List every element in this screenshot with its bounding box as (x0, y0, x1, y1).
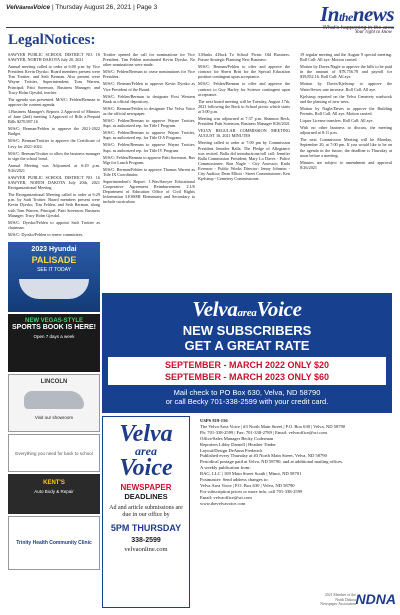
notice-paragraph: M/S/C: Fehlen/Berman to approve Wayne Trottier, Supt. as authorized rep. for Title I Program. (103, 118, 195, 129)
notice-paragraph: With no other business to discuss, the meeting adjourned at 8:11 p.m. (300, 125, 392, 136)
publication-info-line: USPS 819-156 (200, 418, 228, 423)
publication-info-line: Periodical postage paid at Velva, ND 58790, and at additional mailing offices. (200, 459, 344, 465)
sub-ad-price-band: SEPTEMBER - MARCH 2022 ONLY $20 SEPTEMBER - MARCH 2023 ONLY $60 (108, 357, 386, 385)
notice-paragraph: Superintendent's Report: 1.Was/Sawyer Educational Cooperative Agreement Reimbursement 2.US Department of Education Office of Civil Rights Information 3.ESSER Elementary and Secondary to include curriculum (103, 178, 195, 205)
legal-column-4 (300, 52, 392, 240)
clinic-ad[interactable]: Trinity Health Community Clinic (8, 516, 100, 570)
kents-ad[interactable]: KENT'S Auto Body & Repair (8, 474, 100, 514)
header-page: Page 3 (136, 4, 158, 11)
notice-paragraph: The Reorganizational Meeting called to order at 6:29 p.m. by Sadi Trottier. Board members present were Kevin Dyrsko, Tim Fehlen, and Seth Berman, along with Tom Warren, Principal; Patti Sorenson, Business Manager; Tracy Holm Gjesdal. (8, 192, 100, 218)
notice-paragraph: Trottier opened the call for nominations for Vice President. Tim Fehlen nominated Kevin Dyrsko. No other nominations were made. (103, 52, 195, 68)
header-paper-name: VelvaareaVoice (6, 4, 51, 11)
notice-paragraph: Meeting called to order at 7:00 pm by Commission President Jennifer Balla. The Pledge of Allegiance was recited. Balla did introductions/roll call: Jennifer Balla Commission President; Mary Lo Daves - Police Commissioner; Ron Nagle - City Assessor; Karla Evenson - Public Works Director; Jenny Johnson - City Auditor; Dean Elliott - Street Commissioner; Ken Kjelstrup - Cemetery Commissioner. (198, 140, 290, 182)
notice-paragraph: M/S/C: Berman/Fehlen to offer and approve the contract for Sherri Britt for the Special Education position contingent upon acceptance. (198, 64, 290, 80)
notice-paragraph: Annual meeting called to order at 6:00 p.m. by Vice President Kevin Dyrsko. Board members present were Tim Trottier, and Seth Berman. Also present were Wayne Trottier, Superintendent; Tom Warren, Principal; Patti Sorenson, Business Manager; and Tracy Holm Gjesdal, teacher. (8, 64, 100, 95)
notice-paragraph: Kjelstrup reported on the Velva Cemetery roadwork and the planting of new trees. (300, 93, 392, 104)
hyundai-ad[interactable]: 2023 Hyundai PALISADE SEE IT TODAY (8, 242, 100, 312)
car-image (19, 279, 89, 299)
publication-info-line: Published every Thursday at #3 North Main Street, Velva, ND 58790 (200, 453, 327, 459)
page-header: VelvaareaVoice | Thursday August 26, 2021 | Page 3 (6, 4, 158, 11)
velva-voice-logo: VelvaareaVoice (192, 297, 302, 321)
lincoln-ad[interactable]: LINCOLN Visit our showroom (8, 374, 100, 432)
notice-paragraph: The next Commission Meeting will be Monday, September 20, at 7:00 pm. If you would like to be on the agenda in the future, the deadline is Thursday at noon before a meeting. (300, 137, 392, 158)
legal-column-3 (198, 52, 290, 240)
publication-info-line: Reporters Libby Darnell | Heather Tinder (200, 441, 276, 447)
car-image (24, 391, 84, 409)
notice-paragraph: SAWYER PUBLIC SCHOOL DISTRICT NO. 16 SAWYER, NORTH DAKOTA July 20, 2021 (8, 52, 100, 63)
notice-paragraph: The next board meeting will be Tuesday, August 17th, 2021 following the Back to School picnic which starts at 5:00 p.m. (198, 98, 290, 114)
notice-paragraph: M/S/C: Fehlen/Berman to approve Wayne Trottier, Supt. as authorized rep. for Title II-A Program. (103, 130, 195, 141)
notice-paragraph: M/S/C: Dyrsko/Fehlen to appoint Sadi Trottier as chairman. (8, 219, 100, 230)
notice-paragraph: 1.Business Manager's Reports 2.Approval of Minutes of June (2nd) meeting 3.Approval of Bills a.Prepaid Bills $270,987.16 (8, 108, 100, 125)
deadline-website[interactable]: velvaonline.com (124, 546, 168, 553)
publication-info-line: BAG, LLC | 109 Main Street South | Minot, ND 58701 (200, 471, 302, 477)
notice-paragraph: Motion by Daves/Nagle to approve the bills to be paid in the amount of $78,756.78 and payroll for $39,852.16. Roll Call: All aye. (300, 64, 392, 80)
publication-info-line: Office/Sales Manager Becky Coderman (200, 435, 274, 441)
notice-paragraph: M/S/C: Fehlen/Berman to offer and approve the contract to Guy Harley for Science contingent upon acceptance. (198, 81, 290, 97)
notice-paragraph: VELVA REGULAR COMMISSION MEETING AUGUST 16, 2021 MINUTES (198, 128, 290, 139)
header-date: Thursday August 26, 2021 (55, 4, 132, 11)
publication-info-line: The Velva Area Voice | #3 North Main Street | P.O. Box 630 | Velva, ND 58790 (200, 423, 346, 429)
notice-paragraph: M/S/C: Berman/Fehlen to approve Thomas Warren as Title IX Coordinator. (103, 166, 195, 177)
sub-ad-mail-info: Mail check to PO Box 630, Velva, ND 58790 or call Becky 701-338-2599 with your credit card. (165, 388, 329, 406)
notice-paragraph: M/S/C: Dyrsko/Fehlen to renew committees. (8, 231, 84, 237)
notice-paragraph: M/S/C: Fehlen/Berman to designate First Western Bank as official depository. (103, 93, 195, 104)
publication-info-line: www.thevelvavoice.com (200, 500, 246, 506)
sub-ad-headline-1: NEW SUBSCRIBERS (182, 323, 312, 338)
ndna-member-tag: 2021 Member of the North Dakota Newspaper Association (320, 593, 356, 607)
publication-info-line: A weekly publication from: (200, 465, 251, 471)
deadline-phone: 338-2599 (131, 537, 161, 544)
notice-paragraph: M/S/C: Fehlen/Berman to cease nominations for Vice President. (103, 69, 195, 80)
notice-paragraph: M/S/C: Berman/Fehlen to approve Kevin Dyrsko as Vice President of the Board. (103, 81, 195, 92)
notice-paragraph: Meeting was adjourned at 7:37 p.m. Shannon Beck, President Patti Sorenson, Business Manager 8/26/2021 (198, 116, 290, 127)
notice-paragraph: Annual Meeting was Adjourned at 6:29 p.m. 9/26/2021 (8, 162, 100, 173)
sports-book-ad[interactable]: NEW VEGAS-STYLE SPORTS BOOK IS HERE! Open 7 days a week (8, 314, 100, 372)
legal-column-2 (103, 52, 195, 240)
legal-column-1 (8, 52, 100, 240)
publication-info (196, 416, 392, 608)
notice-paragraph: M/S/C: Berman/Fehlen to approve the 2021-2022 Budget. (8, 126, 100, 137)
subscription-ad[interactable] (102, 293, 392, 413)
ndna-logo: NDNA (355, 591, 396, 607)
notice-paragraph: M/S/C: Fehlen/Berman to approve Wayne Trottier, Supt. as authorized rep. for Title IV Program. (103, 142, 195, 153)
notice-paragraph: 19 regular meeting and the August 9 special meeting. Roll Call: All aye. Motion carried. (300, 52, 392, 63)
deadline-ad: Velva area Voice NEWSPAPER DEADLINES Ad and article submissions are due in our office by 5PM THURSDAY 338-2599 velvaonline.com (102, 416, 190, 608)
notice-paragraph: Motion by Nagle/Daves to approve the Building Permits. Roll Call: All aye. Motion carried. (300, 105, 392, 116)
store-ad[interactable]: Everything you need for back to school (8, 434, 100, 472)
publication-info-line: For subscription prices or more info, call 701-338-2599 (200, 488, 303, 494)
notice-paragraph: M/S/C: Fehlen/Berman to approve Patti Sorenson, Bus Mgr for Lunch Program. (103, 154, 195, 165)
notice-paragraph: The agenda was presented. M/S/C: Fehlen/Berman to approve the consent agenda. (8, 96, 100, 107)
notice-paragraph: Liquor License transfers. Roll Call: All aye. (300, 118, 374, 124)
notice-paragraph: SAWYER PUBLIC SCHOOL DISTRICT NO. 16 SAWYER, NORTH DAKOTA July 20th, 2021 Reorganizational Meeting (8, 174, 100, 191)
publication-info-line: Layout/Design DeAnna Frederick (200, 447, 263, 453)
masthead-tagline: What's happening in the area (322, 25, 394, 31)
notice-paragraph: Minutes are subject to amendment and approval 8/26/2021 (300, 159, 392, 170)
notice-paragraph: 3.Masks 4.Back To School Picnic Old Business: Future Strategic Planning New Business: (198, 52, 290, 63)
masthead-rule (6, 27, 394, 28)
notice-paragraph: M/S/C: Berman/Trottier to allow the business manager to sign the school bond. (8, 150, 100, 161)
right-to-know-label: Your right to know (354, 30, 392, 35)
publication-info-line: Velva Area Voice | P.O. Box 630 | Velva, ND 58790 (200, 482, 295, 488)
notice-paragraph: M/S/C: Berman/Fehlen to designate The Velva Voice as the official newspaper. (103, 105, 195, 116)
legal-notices-title: LegalNotices: (8, 32, 96, 48)
sub-ad-headline-2: GET A GREAT RATE (184, 338, 310, 353)
velva-voice-logo: Velva area Voice (119, 421, 173, 481)
publication-info-line: Postmaster: Send address changes to: (200, 477, 269, 483)
notice-paragraph: M/S/C: Berman/Trottier to approve the Certificate of Levy for 2021-2022. (8, 138, 100, 149)
publication-info-line: Email: velvaoffice@srt.com (200, 494, 252, 500)
left-ads-column (8, 242, 100, 608)
publication-info-line: Ph: 701-338-2599 | Fax: 701-338-2789 | Email: velvaoffice@srt.com (200, 429, 327, 435)
notice-paragraph: Motion by Daves/Kjelstrup to approve the Water/Sewer rate increase. Roll Call: All aye. (300, 81, 392, 92)
in-the-news-logo: Inthenews (320, 2, 394, 26)
